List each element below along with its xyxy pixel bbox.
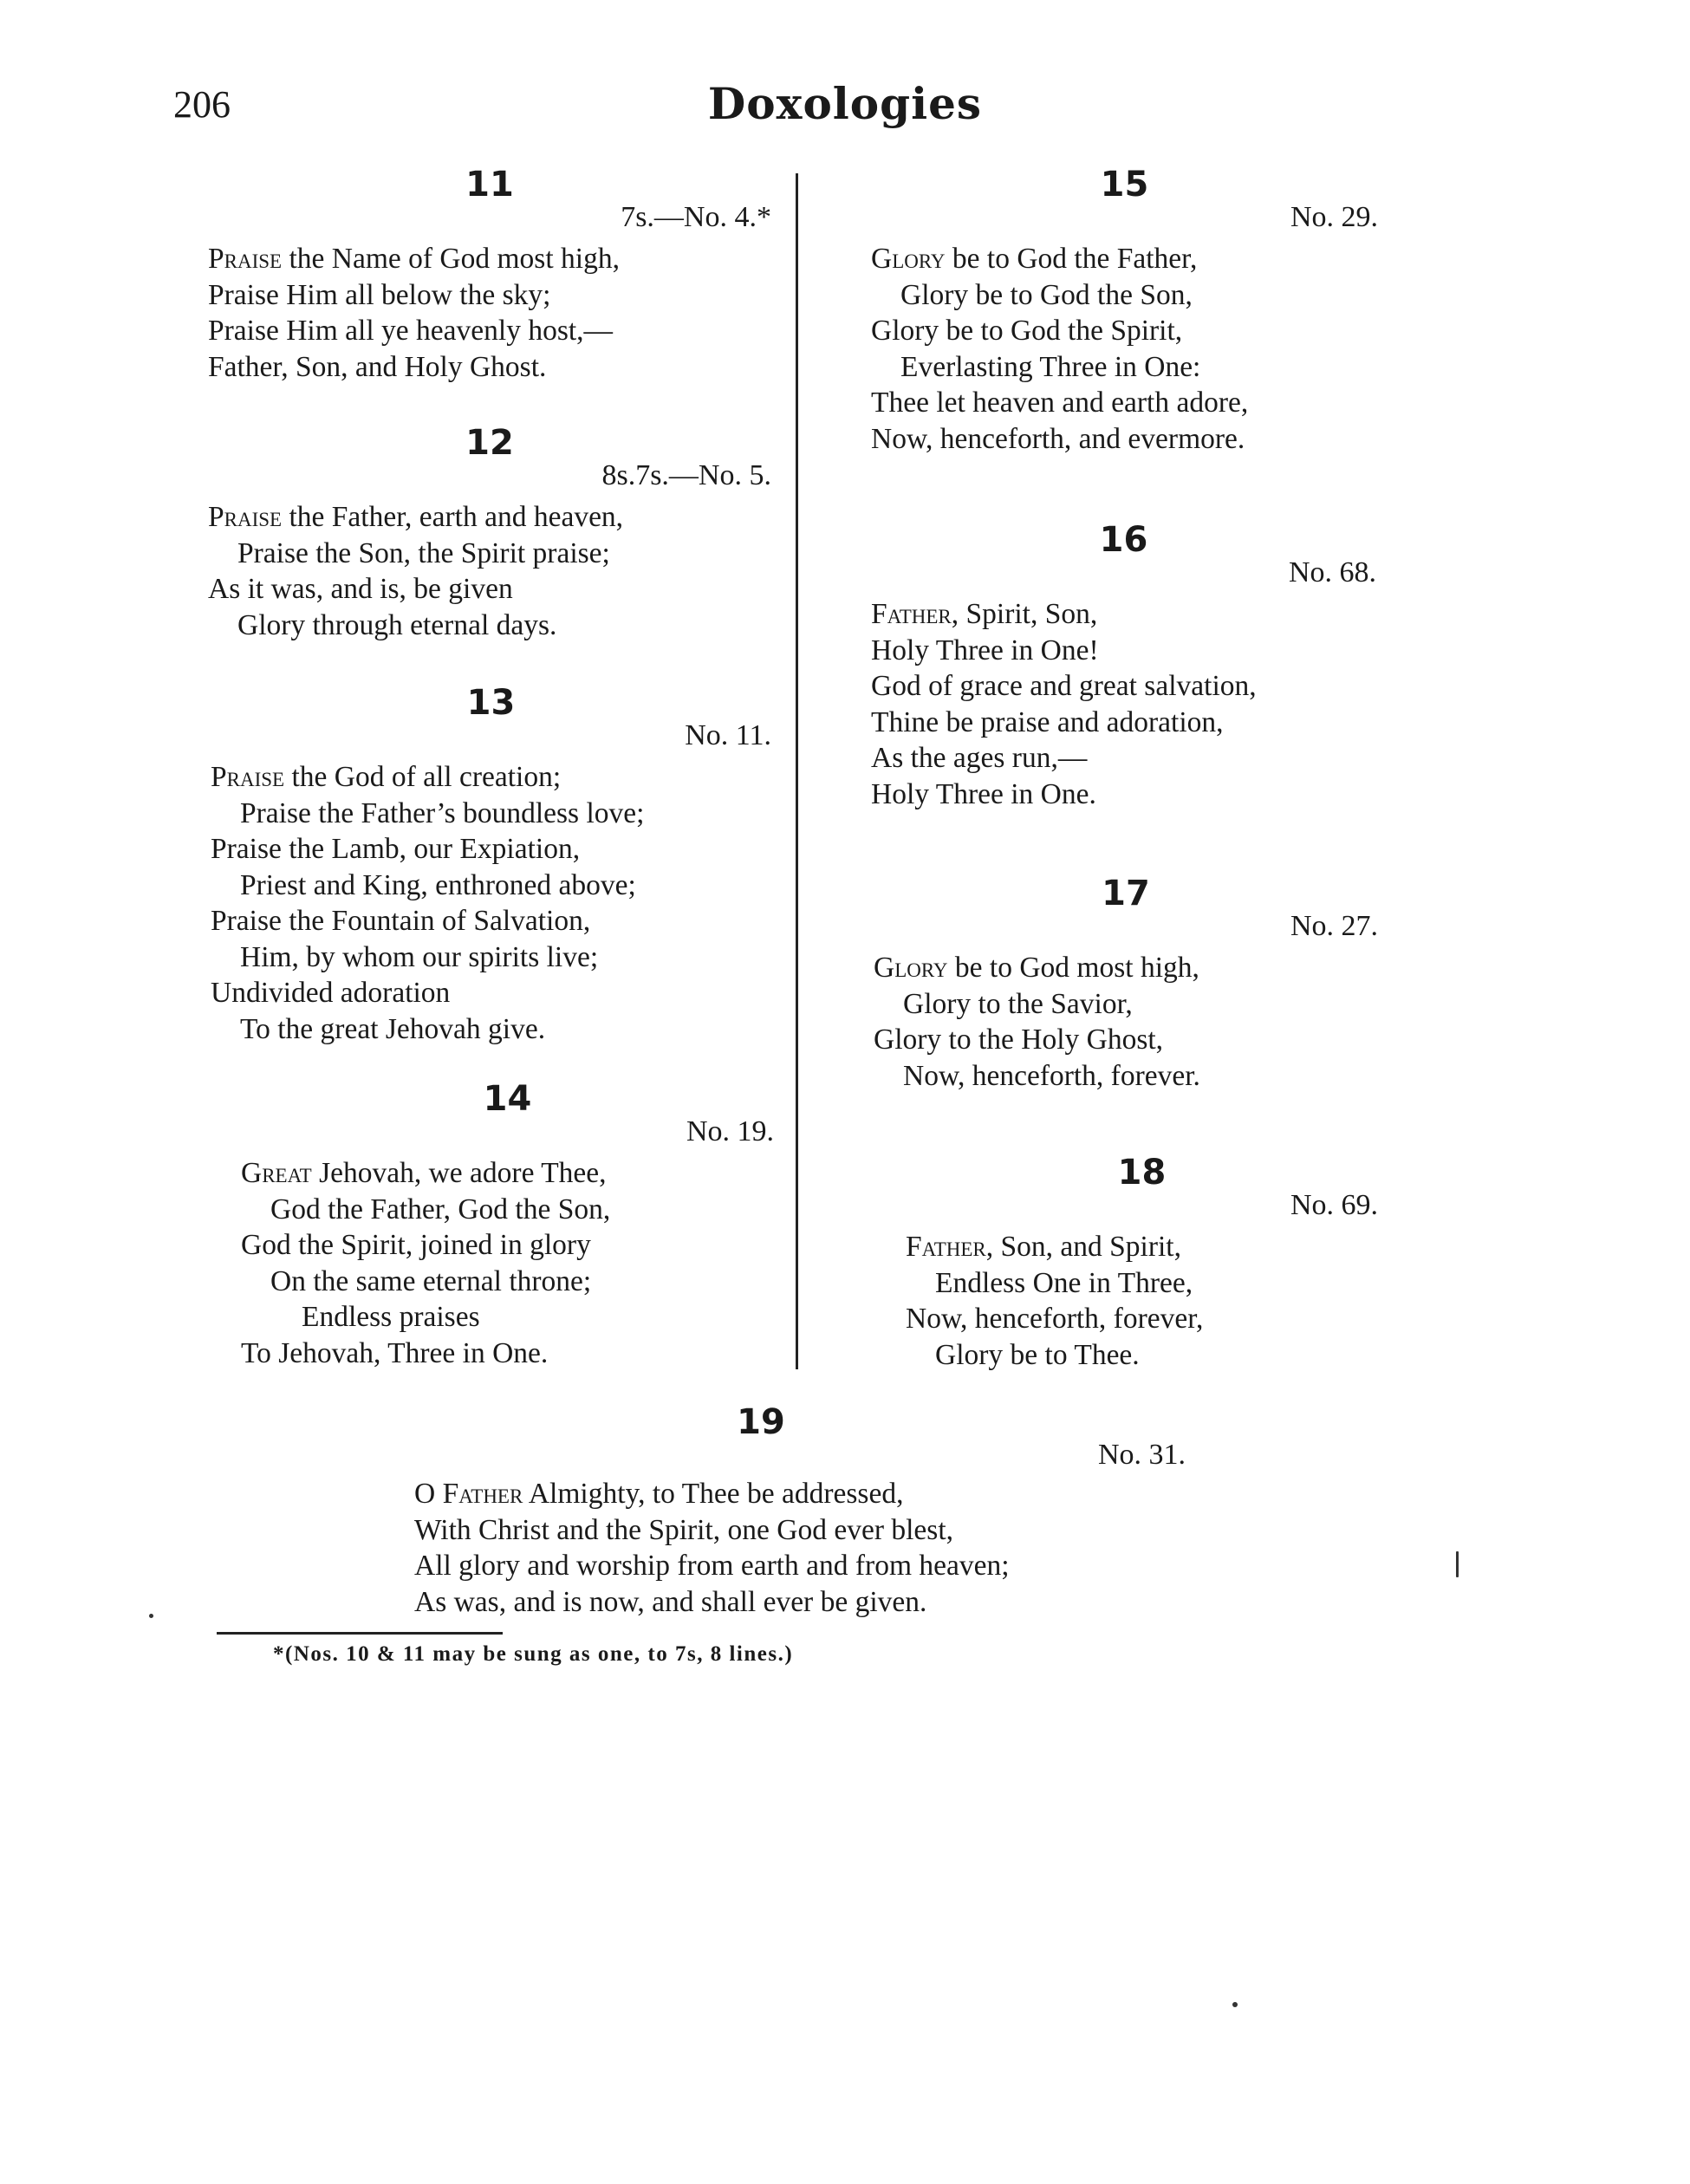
page-number: 206 [173,83,231,126]
verse-line: Endless One in Three, [935,1266,1193,1299]
hymn-number: 12 [465,423,514,463]
tune-reference: No. 11. [685,719,771,751]
verse-rest: , Spirit, Son, [951,598,1098,630]
verse-line: Praise Him all ye heavenly host,— [208,315,614,347]
verse-line: Now, henceforth, and evermore. [871,422,1245,455]
verse-initial-word: Father [906,1231,986,1263]
verse-line [874,950,1200,986]
verse-line: God the Father, God the Son, [270,1193,611,1225]
print-speck [1232,2002,1238,2007]
hymn-number: 13 [466,683,516,723]
hymn-number: 19 [737,1402,785,1442]
hymn-number: 15 [1100,165,1149,205]
verse-line: God the Spirit, joined in glory [241,1229,591,1261]
verse-line: Holy Three in One! [871,634,1099,666]
verse-line [871,596,1257,633]
print-speck [1456,1551,1459,1577]
verse-line: Now, henceforth, forever. [903,1059,1200,1092]
tune-reference: No. 69. [1290,1189,1378,1221]
verse-line: To Jehovah, Three in One. [241,1336,549,1369]
verse-line: Glory to the Savior, [903,987,1133,1020]
tune-reference: No. 27. [1290,910,1378,942]
verse-line [414,1476,1010,1512]
verse-rest: Almighty, to Thee be addressed, [523,1478,904,1510]
verse-line: Thee let heaven and earth adore, [871,387,1249,419]
tune-reference: 8s.7s.—No. 5. [601,459,771,491]
tune-reference: No. 29. [1290,201,1378,233]
verse-line: Praise Him all below the sky; [208,278,551,311]
verse-line: As was, and is now, and shall ever be given. [414,1585,927,1618]
verse-rest: be to God most high, [947,952,1199,984]
verse-initial-word: Great [241,1157,312,1189]
verse-line: With Christ and the Spirit, one God ever blest, [414,1513,954,1546]
verse-lines [241,1155,610,1371]
verse-initial-word: Glory [871,243,946,275]
verse-line: All glory and worship from earth and from heaven; [414,1550,1010,1582]
hymn-11 [208,165,771,399]
verse-rest: the Father, earth and heaven, [282,501,624,533]
verse-initial-word: Father [871,598,952,630]
hymn-number: 17 [1102,874,1150,913]
verse-rest: Jehovah, we adore Thee, [311,1157,607,1189]
verse-initial-word: Praise [211,761,285,793]
hymn-18 [906,1153,1378,1378]
verse-lines [211,759,644,1047]
verse-line: Glory through eternal days. [237,608,557,641]
verse-lines [874,950,1200,1094]
verse-initial-word: Praise [208,243,283,275]
verse-line: As it was, and is, be given [208,573,513,605]
hymn-19 [414,1402,1194,1628]
verse-line: Endless praises [302,1301,480,1333]
verse-line: Father, Son, and Holy Ghost. [208,350,547,383]
tune-reference: No. 31. [1097,1439,1186,1471]
verse-rest: the God of all creation; [284,761,562,793]
verse-line [241,1155,610,1192]
hymn-17 [874,874,1378,1099]
verse-line [208,241,620,277]
verse-line [208,499,623,536]
footnote-rule [217,1632,503,1635]
hymn-16 [871,520,1376,815]
hymn-number: 11 [465,165,514,205]
verse-line: Everlasting Three in One: [900,350,1201,383]
hymn-number: 18 [1117,1153,1167,1193]
column-divider [796,173,798,1369]
hymn-15 [871,165,1378,459]
verse-lines [871,241,1248,457]
verse-line: Glory be to Thee. [935,1338,1140,1371]
verse-line: As the ages run,— [871,742,1088,774]
tune-reference: No. 68. [1288,556,1376,588]
verse-line: Glory be to God the Spirit, [871,315,1183,347]
page-title: Doxologies [707,78,983,129]
hymn-13 [211,683,771,1047]
verse-line: Now, henceforth, forever, [906,1303,1204,1335]
hymn-number: 16 [1099,520,1148,560]
verse-rest: be to God the Father, [945,243,1198,275]
tune-reference: No. 19. [686,1115,774,1147]
verse-line [906,1229,1203,1265]
hymn-14 [241,1079,774,1382]
verse-lines [208,241,620,385]
verse-line [211,759,644,796]
tune-reference: 7s.—No. 4.* [621,201,771,233]
footnote: *(Nos. 10 & 11 may be sung as one, to 7s, 8 lines.) [273,1642,794,1666]
verse-line: Praise the Lamb, our Expiation, [211,833,581,865]
verse-line: Undivided adoration [211,977,451,1009]
verse-line: Holy Three in One. [871,777,1096,810]
verse-line: Thine be praise and adoration, [871,705,1224,738]
verse-line: Him, by whom our spirits live; [240,940,599,973]
verse-lines [414,1476,1010,1620]
verse-line: On the same eternal throne; [270,1264,592,1297]
verse-line: Praise the Son, the Spirit praise; [237,536,610,569]
verse-lines [871,596,1257,812]
verse-line: To the great Jehovah give. [240,1012,546,1045]
print-speck [149,1614,153,1618]
verse-line: God of grace and great salvation, [871,670,1257,702]
verse-line [871,241,1248,277]
verse-rest: , Son, and Spirit, [985,1231,1181,1263]
verse-initial-word: Father [442,1478,523,1510]
hymn-number: 14 [483,1079,532,1119]
verse-lead: O [414,1478,443,1510]
verse-line: Praise the Fountain of Salvation, [211,905,591,937]
verse-line: Priest and King, enthroned above; [240,868,636,901]
hymn-12 [208,423,771,657]
verse-rest: the Name of God most high, [282,243,620,275]
verse-line: Glory be to God the Son, [900,278,1193,311]
verse-initial-word: Glory [874,952,948,984]
verse-line: Glory to the Holy Ghost, [874,1024,1164,1056]
verse-lines [906,1229,1203,1373]
verse-initial-word: Praise [208,501,283,533]
verse-line: Praise the Father’s boundless love; [240,796,645,829]
verse-lines [208,499,623,643]
